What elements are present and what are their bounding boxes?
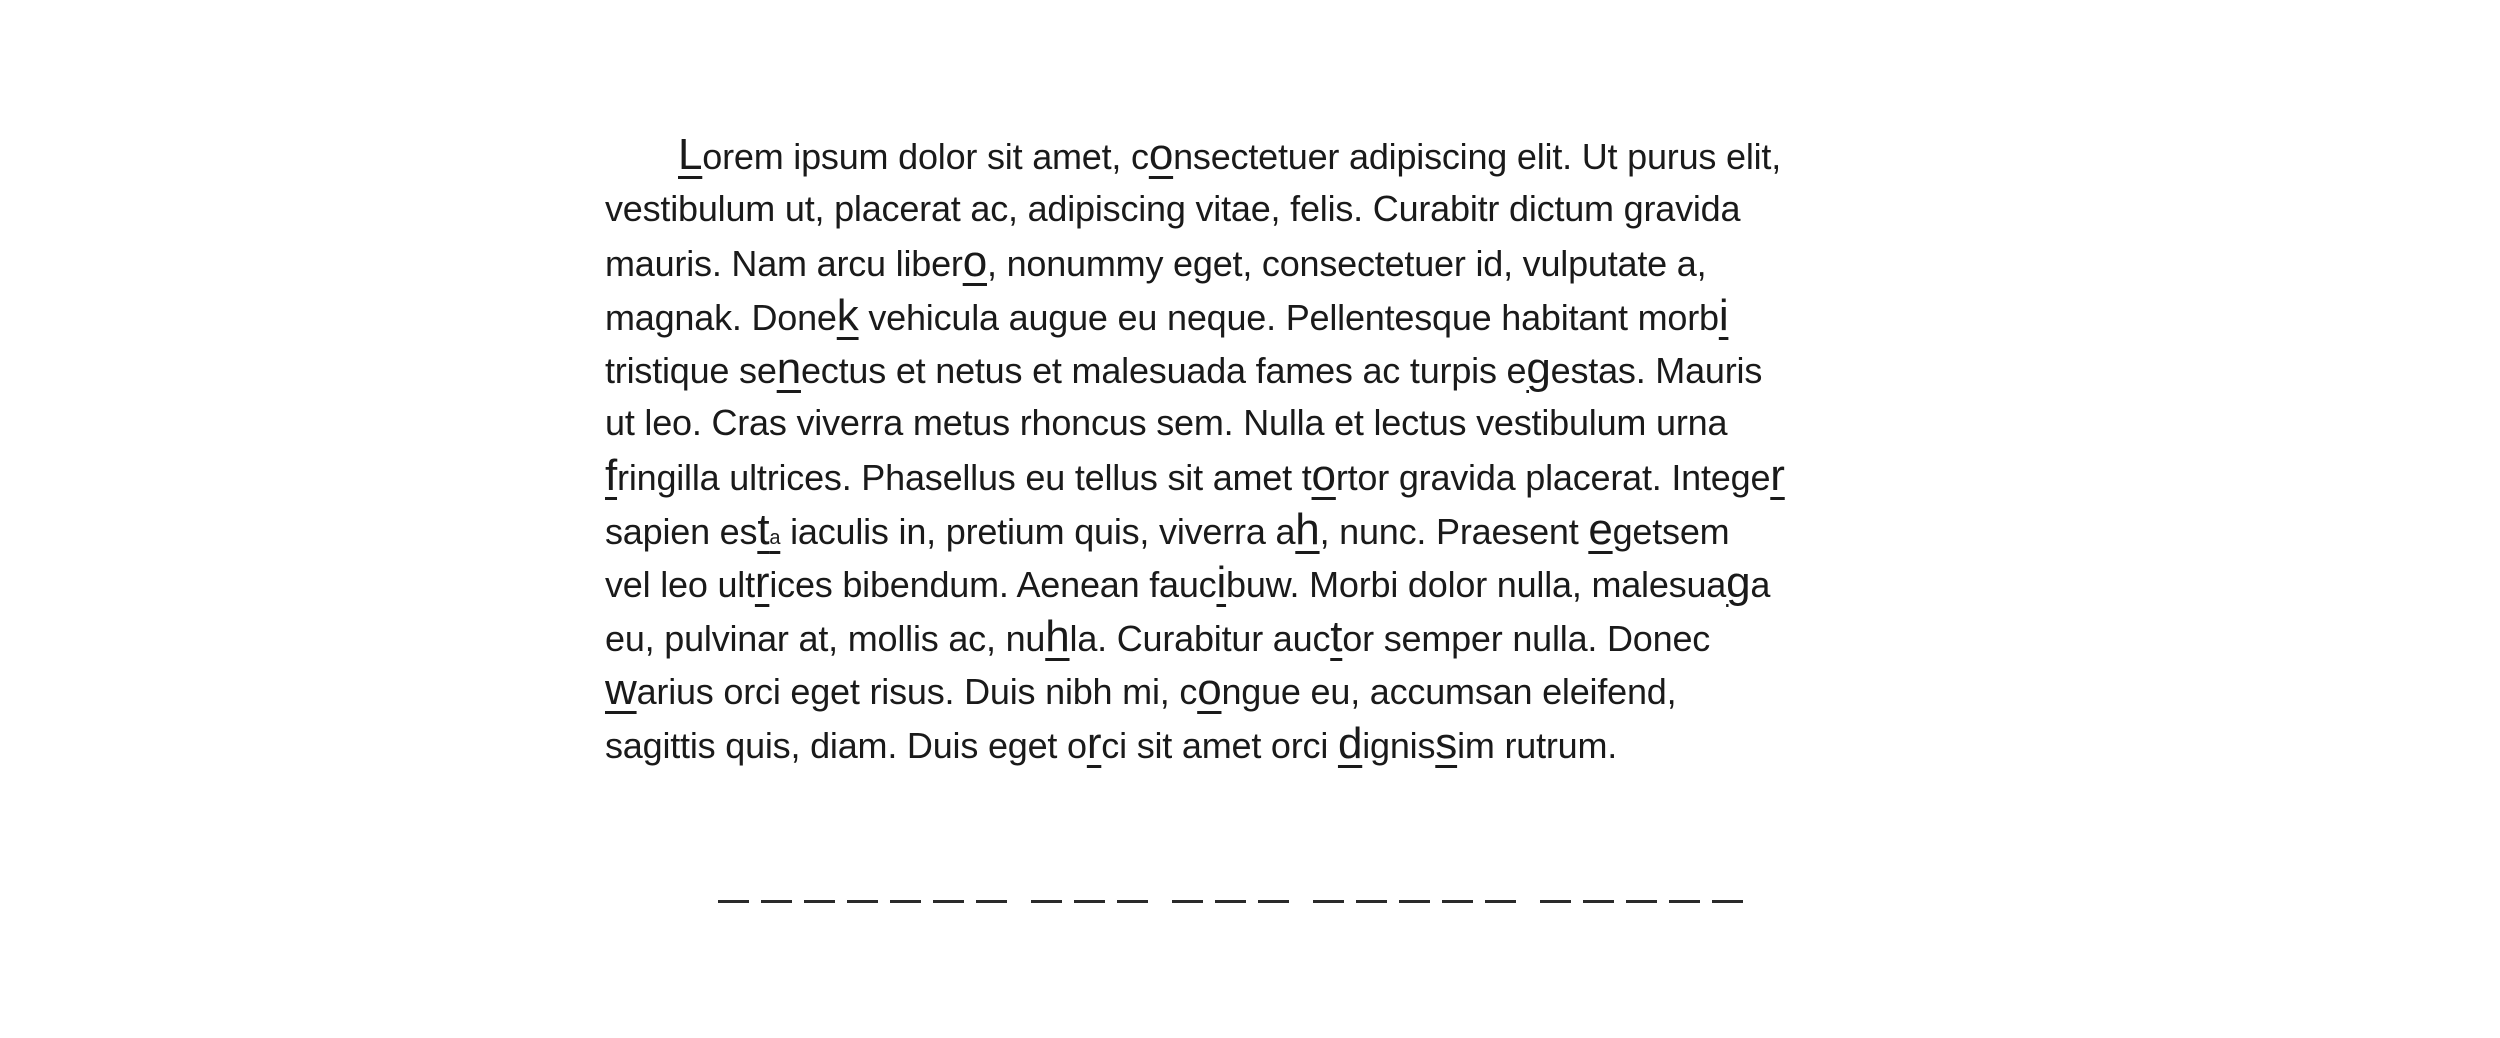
answer-word (718, 856, 1007, 916)
text-segment: vel leo ult (605, 564, 755, 605)
text-segment: arius orci eget risus. Duis nibh mi, c (636, 671, 1198, 712)
text-segment: getsem (1612, 510, 1730, 552)
text-segment: orem ipsum dolor sit amet, c (702, 136, 1149, 177)
highlighted-letter: o (1197, 665, 1222, 714)
text-segment: ignis (1362, 724, 1436, 766)
letter-blank (1074, 856, 1105, 903)
highlighted-letter: i (1718, 290, 1729, 340)
letter-blank (890, 856, 921, 903)
highlighted-letter: f (605, 451, 618, 500)
letter-blank (718, 856, 749, 903)
highlighted-letter: a (769, 526, 781, 549)
text-segment: iaculis in, pretium quis, viverra a (780, 510, 1296, 552)
paragraph-line (605, 503, 1905, 557)
text-segment: a (1750, 564, 1771, 605)
highlighted-letter: k (836, 290, 859, 340)
highlighted-letter: t (1330, 611, 1343, 661)
letter-blank (1583, 856, 1614, 903)
text-segment: ices bibendum. Aenean fauc (769, 564, 1217, 605)
highlighted-letter: L (678, 130, 703, 179)
highlighted-letter: r (1086, 718, 1102, 768)
paragraph-line (605, 182, 1905, 236)
text-segment: vehicula augue eu neque. Pellentesque habitant morb (858, 296, 1719, 338)
highlighted-letter: g (1726, 558, 1751, 607)
paragraph-line (605, 663, 1905, 717)
letter-blank (847, 856, 878, 903)
letter-blank (1626, 856, 1657, 903)
text-segment: sapien es (605, 510, 758, 552)
text-segment: mauris. Nam arcu liber (605, 243, 963, 284)
letter-blank (1399, 856, 1430, 903)
text-segment: vestibulum ut, placerat ac, adipiscing vitae, felis. Curabitr dictum gravida (605, 187, 1741, 229)
text-segment: im rutrum. (1457, 724, 1618, 766)
letter-blank (1485, 856, 1516, 903)
text-segment: ngue eu, accumsan eleifend, (1221, 671, 1677, 712)
highlighted-letter: t (757, 504, 770, 554)
text-segment: eu, pulvinar at, mollis ac, nu (605, 617, 1046, 659)
highlighted-letter: h (1045, 611, 1070, 661)
text-segment: ectus et netus et malesuada fames ac turpis e (800, 350, 1527, 391)
highlighted-letter: s (1435, 718, 1458, 768)
letter-blank (1669, 856, 1700, 903)
letter-blank (1258, 856, 1289, 903)
paragraph-line (605, 610, 1905, 664)
highlighted-letter: h (1295, 504, 1320, 554)
highlighted-letter: n (776, 344, 801, 393)
highlighted-letter: r (754, 558, 770, 607)
letter-blank (1712, 856, 1743, 903)
text-segment: ci sit amet orci (1101, 724, 1338, 766)
highlighted-letter: o (962, 237, 987, 286)
letter-blank (976, 856, 1007, 903)
answer-word (1172, 856, 1289, 916)
letter-blank (1540, 856, 1571, 903)
answer-word (1313, 856, 1516, 916)
paragraph-line (605, 396, 1905, 450)
letter-blank (1172, 856, 1203, 903)
paragraph-line (605, 342, 1905, 396)
letter-blank (1215, 856, 1246, 903)
highlighted-letter: i (1216, 558, 1227, 607)
text-segment: buw. Morbi dolor nulla, malesua (1226, 564, 1727, 605)
answer-blanks (718, 856, 1743, 916)
paragraph-line (605, 235, 1905, 289)
paragraph-line (605, 449, 1905, 503)
text-segment: or semper nulla. Donec (1342, 617, 1711, 659)
letter-blank (1313, 856, 1344, 903)
text-segment: rtor gravida placerat. Intege (1335, 457, 1771, 498)
answer-word (1540, 856, 1743, 916)
highlighted-letter: g (1526, 344, 1551, 393)
letter-blank (1117, 856, 1148, 903)
text-segment: estas. Mauris (1550, 350, 1763, 391)
letter-blank (933, 856, 964, 903)
text-segment: la. Curabitur auc (1069, 617, 1331, 659)
letter-blank (1442, 856, 1473, 903)
text-segment: ut leo. Cras viverra metus rhoncus sem. Nulla et lectus vestibulum urna (605, 401, 1728, 443)
text-segment: , nunc. Praesent (1319, 510, 1589, 552)
highlighted-letter: w (605, 665, 637, 714)
highlighted-letter: d (1337, 718, 1363, 768)
text-segment: magnak. Done (605, 296, 837, 338)
puzzle-paragraph (605, 128, 1905, 770)
paragraph-line (605, 556, 1905, 610)
text-segment: , nonummy eget, consectetuer id, vulputate a, (986, 243, 1707, 284)
text-segment: sagittis quis, diam. Duis eget o (605, 724, 1087, 766)
paragraph-line (605, 128, 1905, 182)
highlighted-letter: r (1770, 451, 1785, 500)
text-segment: tristique se (605, 350, 777, 391)
paragraph-line (605, 289, 1905, 343)
letter-blank (1356, 856, 1387, 903)
letter-blank (1031, 856, 1062, 903)
answer-word (1031, 856, 1148, 916)
highlighted-letter: e (1588, 504, 1613, 554)
text-segment: nsectetuer adipiscing elit. Ut purus elit, (1173, 136, 1782, 177)
text-segment: ringilla ultrices. Phasellus eu tellus sit amet t (617, 457, 1312, 498)
paragraph-line (605, 717, 1905, 771)
letter-blank (804, 856, 835, 903)
highlighted-letter: o (1311, 451, 1336, 500)
highlighted-letter: o (1148, 130, 1174, 179)
letter-blank (761, 856, 792, 903)
